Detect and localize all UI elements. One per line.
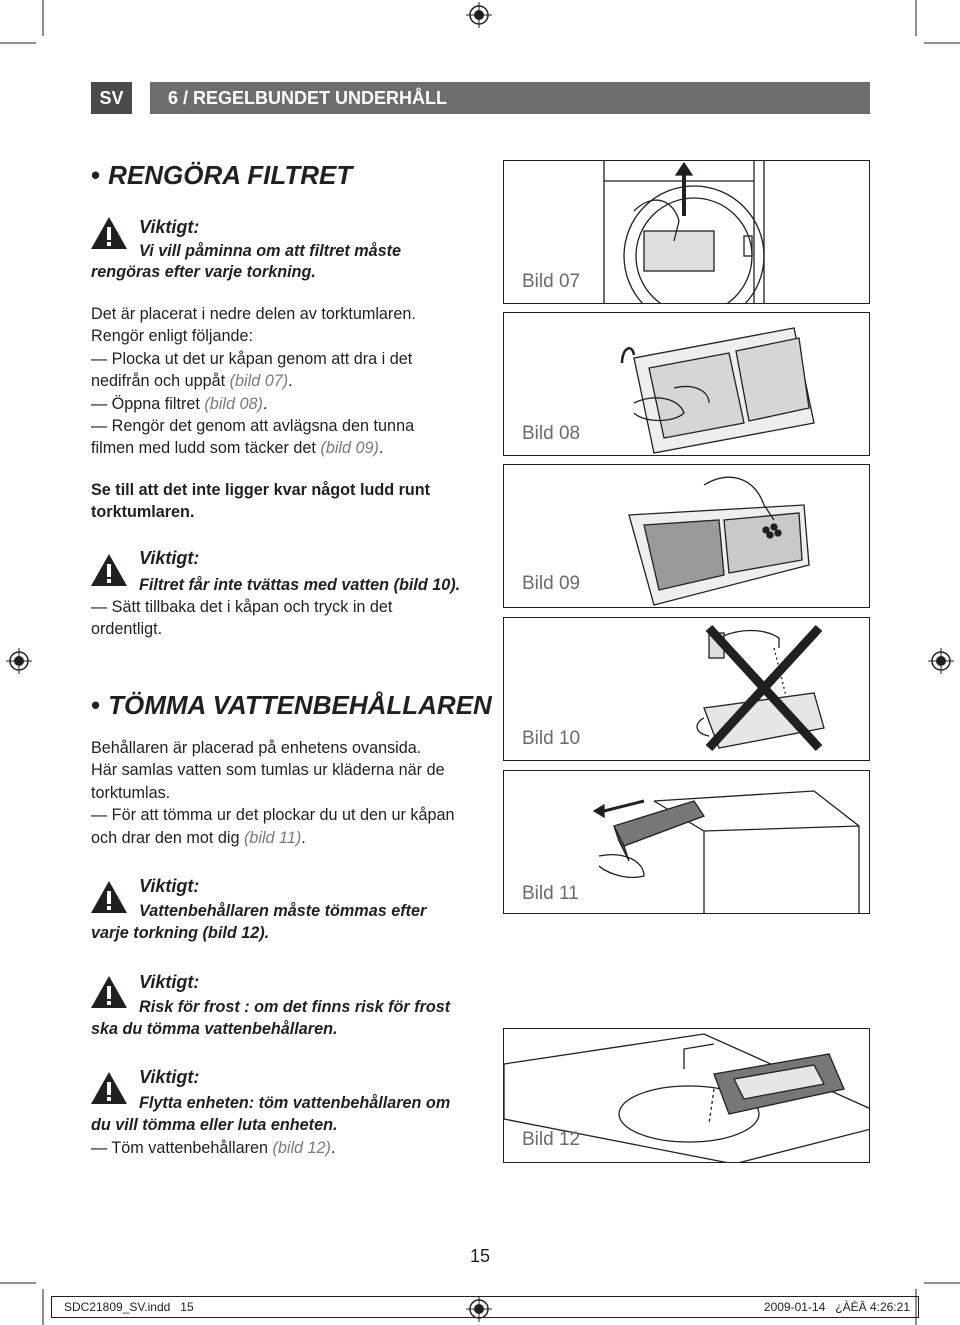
registration-mark-icon — [928, 648, 954, 674]
footer-timestamp: 2009-01-14 ¿ÀÈÄ 4:26:21 — [763, 1300, 910, 1314]
figure-label: Bild 08 — [522, 423, 581, 444]
warning-text: rengöras efter varje torkning. — [91, 263, 316, 281]
warning-text: Vi vill påminna om att filtret måste — [139, 242, 402, 260]
footer-filename: SDC21809_SV.indd 15 — [64, 1300, 194, 1314]
warning-text: du vill tömma eller luta enheten. — [91, 1116, 338, 1134]
body-text: Behållaren är placerad på enhetens ovansida. Här samlas vatten som tumlas ur kläderna när de torktumlas. — För att tömma ur det plockar du ut den ur kåpan och drar den mot dig (bild 11). — [91, 739, 455, 847]
body-text: Det är placerat i nedre delen av torktumlaren. Rengör enligt följande: — Plocka ut det ur kåpan genom att dra i det nedifrån och uppåt (bild 07). — Öppna filtret (bild 08). — Rengör det genom att avlägsna den tunna filmen med ludd som täcker det (bild 09). — [91, 305, 416, 458]
figure-bild-11 — [503, 770, 870, 914]
language-tab: SV — [91, 82, 132, 114]
figure-label: Bild 10 — [522, 728, 581, 749]
footer-slug — [51, 1296, 919, 1318]
chapter-title: 6 / REGELBUNDET UNDERHÅLL — [150, 82, 870, 114]
section-heading: • TÖMMA VATTENBEHÅLLAREN — [91, 690, 492, 720]
figure-label: Bild 09 — [522, 573, 581, 594]
figure-bild-09 — [503, 464, 870, 608]
figure-bild-12 — [503, 1028, 870, 1163]
warning-text: ska du tömma vattenbehållaren. — [91, 1020, 338, 1038]
figure-label: Bild 11 — [522, 883, 579, 904]
warning-triangle-icon — [90, 880, 128, 914]
figure-label: Bild 12 — [522, 1129, 581, 1150]
warning-label: Viktigt: — [139, 1067, 200, 1087]
warning-text: varje torkning (bild 12). — [91, 924, 270, 942]
warning-text: Risk för frost : om det finns risk för frost — [139, 998, 451, 1016]
page-number: 15 — [470, 1246, 491, 1266]
warning-label: Viktigt: — [139, 972, 200, 992]
warning-triangle-icon — [90, 1071, 128, 1105]
warning-triangle-icon — [90, 975, 128, 1009]
warning-label: Viktigt: — [139, 876, 200, 896]
registration-mark-icon — [466, 2, 492, 28]
warning-triangle-icon — [90, 553, 128, 587]
warning-label: Viktigt: — [139, 217, 200, 237]
figure-bild-07 — [503, 160, 870, 304]
figure-bild-08 — [503, 312, 870, 456]
figure-label: Bild 07 — [522, 271, 581, 292]
body-text: — Töm vattenbehållaren (bild 12). — [91, 1139, 336, 1157]
warning-text: Flytta enheten: töm vattenbehållaren om — [139, 1094, 451, 1112]
registration-mark-icon — [6, 648, 32, 674]
section-heading: • RENGÖRA FILTRET — [91, 160, 353, 190]
figure-bild-10 — [503, 617, 870, 761]
warning-label: Viktigt: — [139, 548, 200, 568]
warning-text: Vattenbehållaren måste tömmas efter — [139, 902, 427, 920]
warning-text: Filtret får inte tvättas med vatten (bild 10). — [139, 576, 461, 594]
warning-triangle-icon — [90, 216, 128, 250]
bold-note: Se till att det inte ligger kvar något ludd runt torktumlaren. — [91, 481, 431, 522]
body-text: — Sätt tillbaka det i kåpan och tryck in det ordentligt. — [91, 598, 393, 639]
